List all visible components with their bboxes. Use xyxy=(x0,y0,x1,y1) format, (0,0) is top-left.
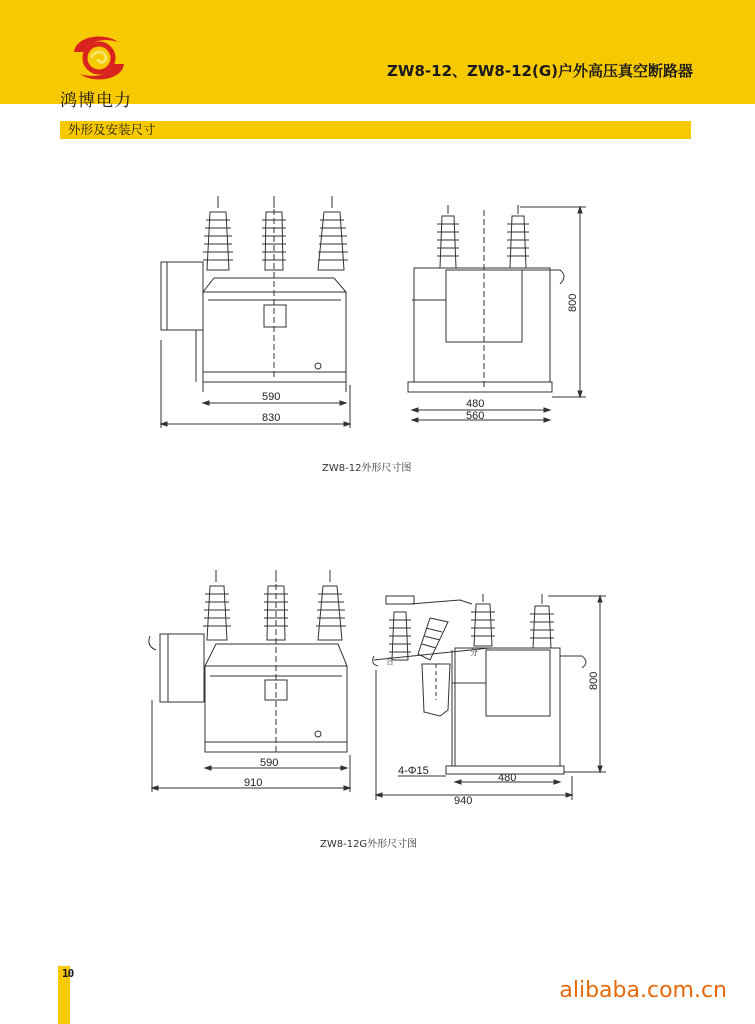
dim-fig2-front-inner: 590 xyxy=(260,757,279,769)
insulator-side-right xyxy=(530,594,554,648)
dim-fig1-side-outer: 560 xyxy=(466,410,485,422)
insulator-isolator xyxy=(386,596,414,660)
dim-fig1-front-outer: 830 xyxy=(262,412,281,424)
label-open: 分 xyxy=(470,648,478,657)
dim-fig2-front-outer: 910 xyxy=(244,777,263,789)
watermark: alibaba.com.cn xyxy=(559,978,727,1003)
document-title: ZW8-12、ZW8-12(G)户外高压真空断路器 xyxy=(387,62,693,80)
insulator-side-left xyxy=(437,205,459,268)
insulator-side-mid xyxy=(471,594,495,646)
insulator-left xyxy=(203,570,231,640)
dim-fig2-side-height: 800 xyxy=(588,671,600,690)
section-title: 外形及安装尺寸 xyxy=(68,122,156,137)
label-close: 合 xyxy=(386,657,394,666)
insulator-right xyxy=(318,196,348,270)
insulator-left xyxy=(203,196,233,270)
dim-fig1-side-inner: 480 xyxy=(466,398,485,410)
figure2-caption: ZW8-12G外形尺寸图 xyxy=(320,839,418,850)
dim-fig2-side-outer: 940 xyxy=(454,795,473,807)
figure1-side-view xyxy=(408,205,586,422)
figure2-front-view xyxy=(149,570,350,792)
insulator-right xyxy=(316,570,346,640)
figure1-caption: ZW8-12外形尺寸图 xyxy=(322,463,412,474)
hole-spec-label: 4-Φ15 xyxy=(398,765,429,777)
dim-fig1-front-inner: 590 xyxy=(262,391,281,403)
insulator-side-right xyxy=(507,205,529,268)
brand-name: 鸿博电力 xyxy=(60,91,132,111)
figure1-front-view xyxy=(161,196,350,428)
dim-fig1-side-height: 800 xyxy=(567,293,579,312)
page-number: 10 xyxy=(62,967,74,980)
dim-fig2-side-inner: 480 xyxy=(498,772,517,784)
